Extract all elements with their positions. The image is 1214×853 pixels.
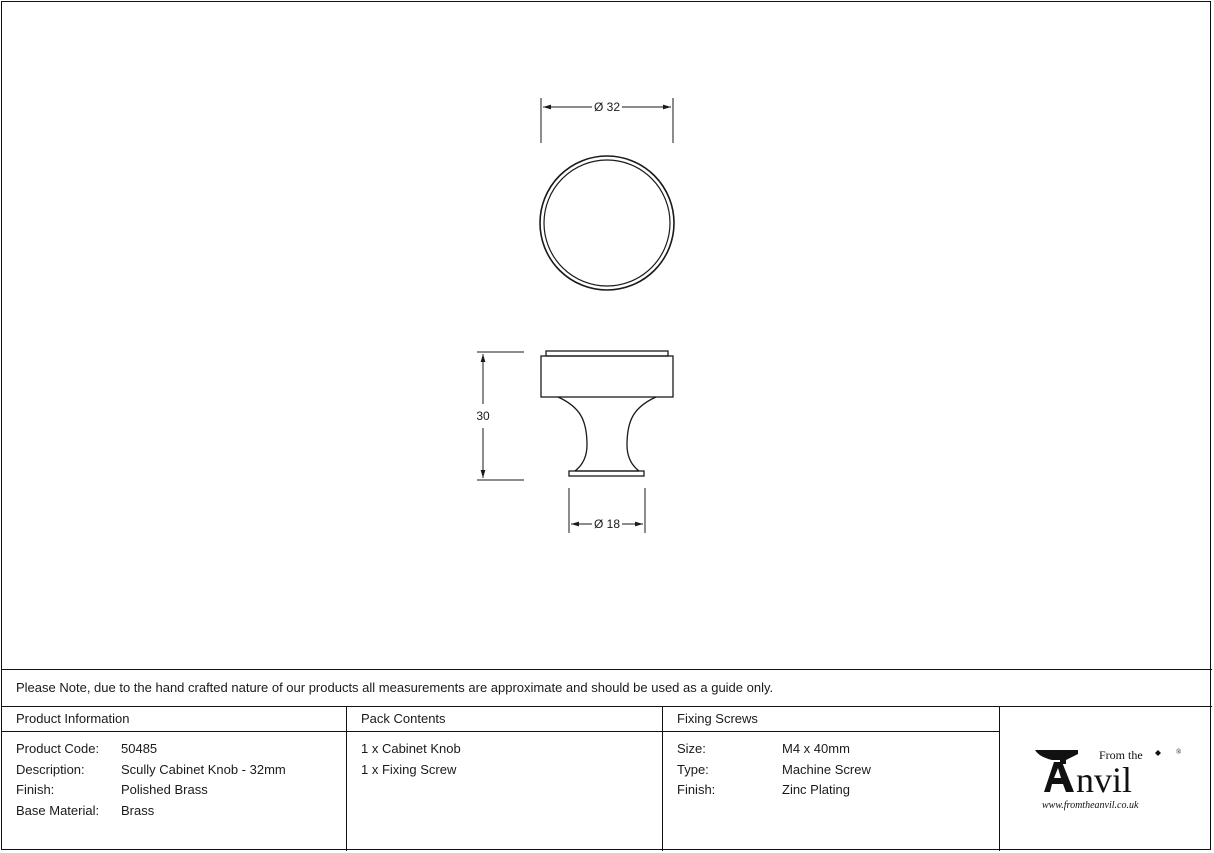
logo-brand: nvil bbox=[1076, 760, 1133, 800]
screw-type-label: Type: bbox=[677, 762, 709, 777]
fixing-screws-title: Fixing Screws bbox=[677, 711, 758, 726]
base-diameter-label: Ø 18 bbox=[593, 517, 621, 531]
column-divider-3 bbox=[999, 706, 1000, 851]
product-code-value: 50485 bbox=[121, 741, 158, 756]
divider-top bbox=[1, 669, 1212, 670]
anvil-icon bbox=[1035, 750, 1078, 764]
column-divider-2 bbox=[662, 706, 663, 851]
height-label: 30 bbox=[476, 409, 490, 423]
logo-from-the: From the bbox=[1099, 748, 1143, 762]
finish-value: Polished Brass bbox=[121, 782, 208, 797]
divider-headers bbox=[1, 731, 999, 732]
divider-note bbox=[1, 706, 1212, 707]
logo-registered: ® bbox=[1176, 748, 1182, 756]
screw-finish-value: Zinc Plating bbox=[782, 782, 850, 797]
pack-item: 1 x Cabinet Knob bbox=[361, 741, 461, 756]
column-divider-1 bbox=[346, 706, 347, 851]
knob-top-inner-circle bbox=[544, 160, 670, 286]
description-label: Description: bbox=[16, 762, 85, 777]
screw-type-value: Machine Screw bbox=[782, 762, 871, 777]
knob-side-view bbox=[541, 351, 673, 476]
top-diameter-label: Ø 32 bbox=[593, 100, 621, 114]
anvil-letter-a bbox=[1044, 762, 1074, 792]
product-code-label: Product Code: bbox=[16, 741, 100, 756]
finish-label: Finish: bbox=[16, 782, 55, 797]
screw-size-label: Size: bbox=[677, 741, 706, 756]
screw-finish-label: Finish: bbox=[677, 782, 716, 797]
base-material-value: Brass bbox=[121, 803, 155, 818]
knob-top-outer-circle bbox=[540, 156, 674, 290]
description-value: Scully Cabinet Knob - 32mm bbox=[121, 762, 286, 777]
pack-item: 1 x Fixing Screw bbox=[361, 762, 457, 777]
product-info-title: Product Information bbox=[16, 711, 130, 726]
base-material-label: Base Material: bbox=[16, 803, 100, 818]
logo-url: www.fromtheanvil.co.uk bbox=[1042, 800, 1139, 811]
from-the-anvil-logo bbox=[1030, 740, 1190, 820]
measurement-note: Please Note, due to the hand crafted nature of our products all measurements are approximate and should be used as a guide only. bbox=[16, 680, 774, 695]
diamond-icon bbox=[1155, 750, 1161, 756]
screw-size-value: M4 x 40mm bbox=[782, 741, 850, 756]
pack-contents-title: Pack Contents bbox=[361, 711, 446, 726]
